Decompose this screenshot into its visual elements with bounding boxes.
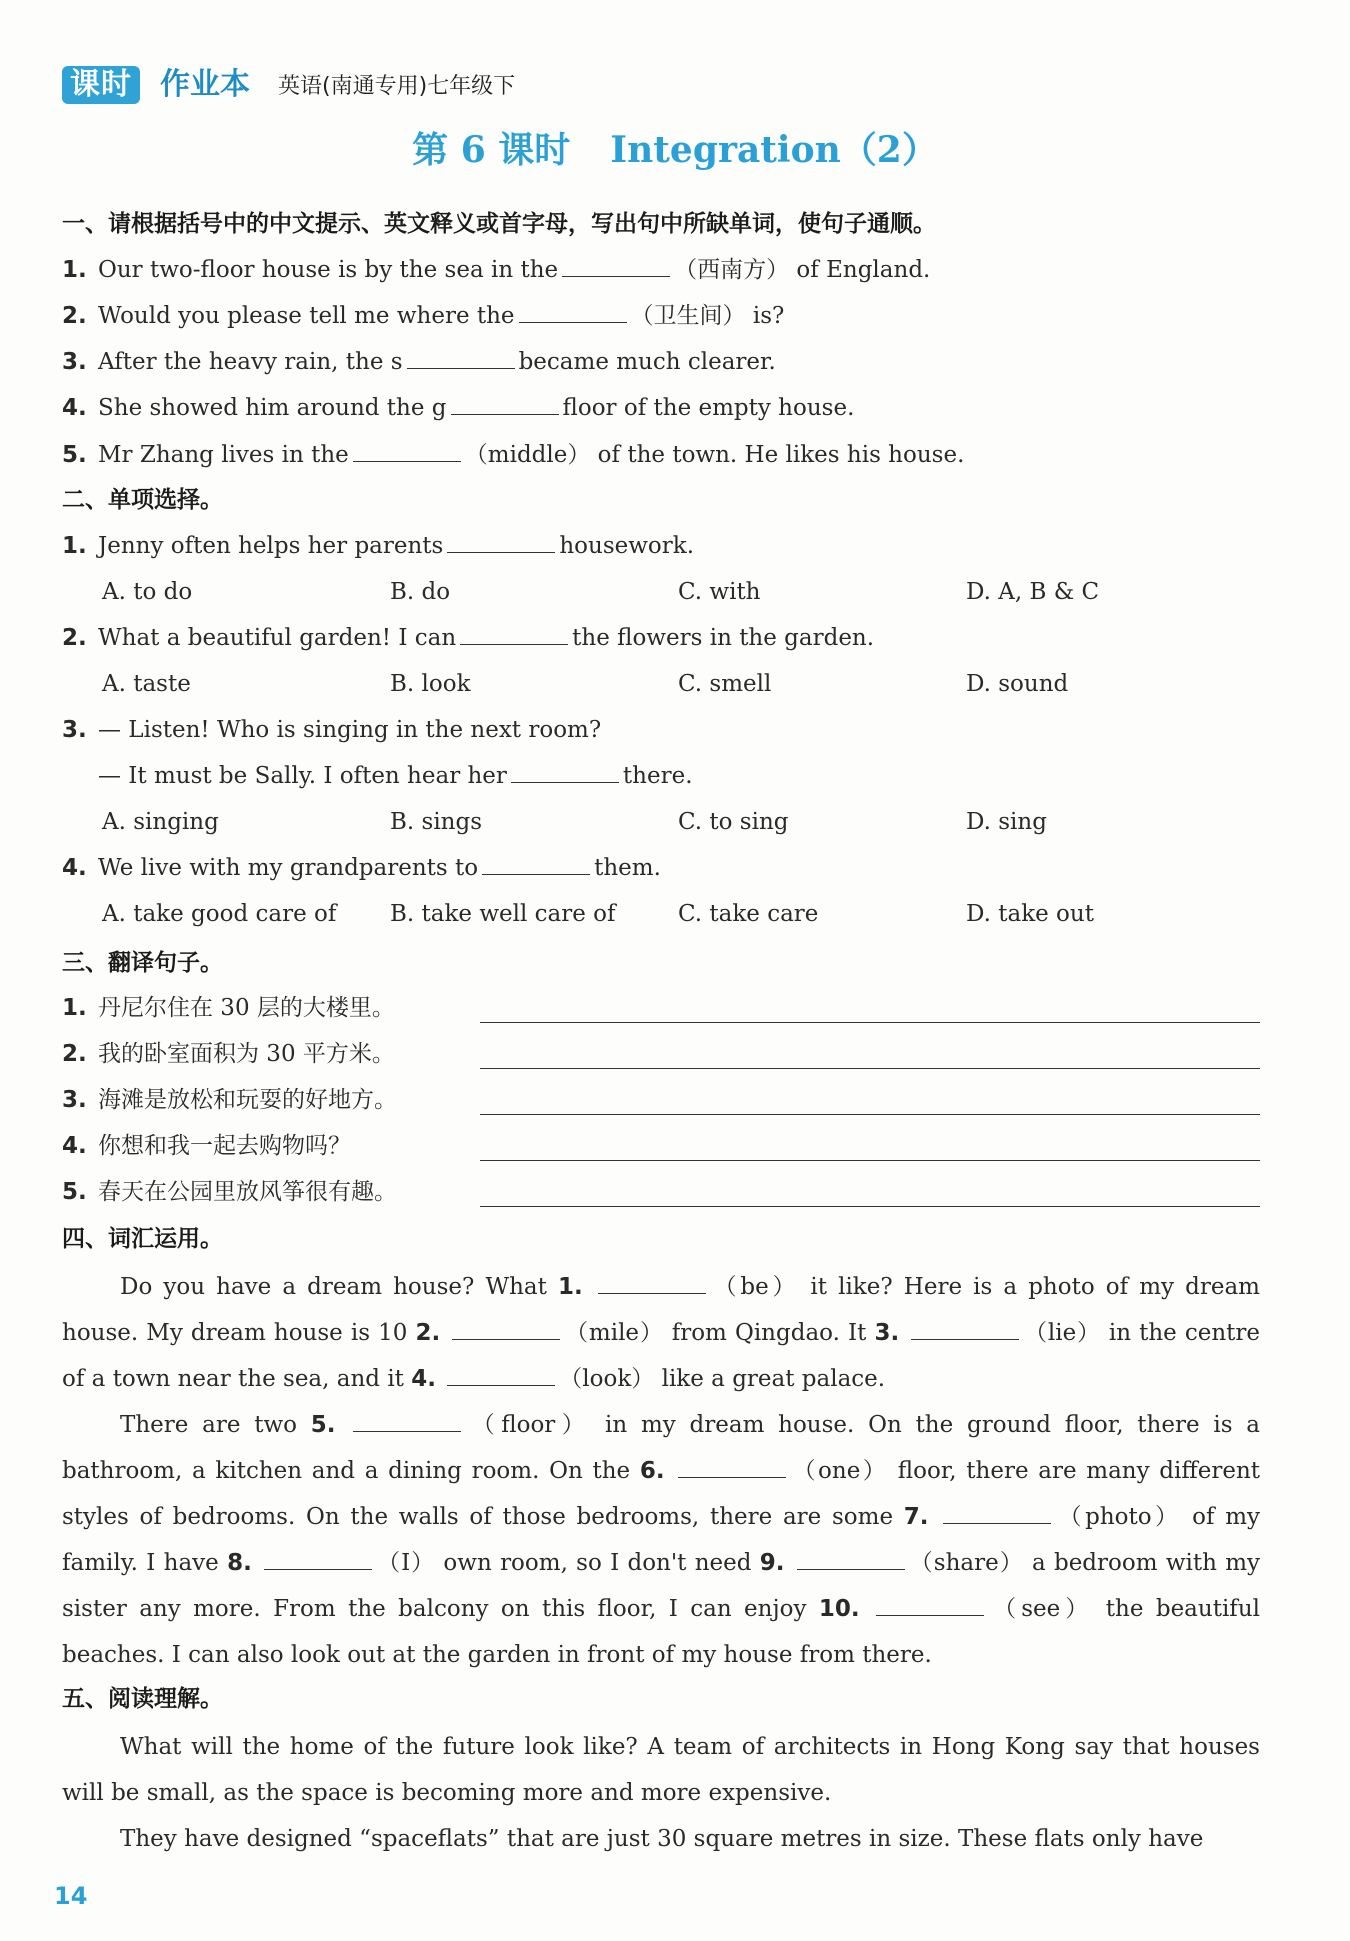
question-text: What a beautiful garden! I can xyxy=(98,625,457,651)
blank-number: 6. xyxy=(639,1458,665,1484)
question-item xyxy=(62,346,776,378)
answer-line[interactable] xyxy=(480,1160,1260,1161)
answer-blank[interactable] xyxy=(562,254,670,277)
answer-blank[interactable] xyxy=(598,1271,706,1294)
answer-blank[interactable] xyxy=(264,1547,372,1570)
question-text: housework. xyxy=(559,533,695,559)
answer-option[interactable]: D. sing xyxy=(966,809,1047,835)
answer-line[interactable] xyxy=(480,1068,1260,1069)
answer-line[interactable] xyxy=(480,1022,1260,1023)
question-item xyxy=(62,300,784,332)
answer-blank[interactable] xyxy=(447,530,555,553)
translation-prompt: 春天在公园里放风筝很有趣。 xyxy=(98,1179,397,1205)
answer-blank[interactable] xyxy=(511,760,619,783)
question-text: them. xyxy=(594,855,661,881)
reading-paragraph: They have designed “spaceflats” that are just 30 square metres in size. These flats only have xyxy=(120,1826,1204,1852)
section-heading-4: 四、词汇运用。 xyxy=(62,1226,223,1252)
translation-prompt: 海滩是放松和玩耍的好地方。 xyxy=(98,1087,397,1113)
section-heading-5: 五、阅读理解。 xyxy=(62,1686,223,1712)
answer-option[interactable]: A. to do xyxy=(102,579,193,605)
translation-item xyxy=(62,1130,351,1162)
answer-option[interactable]: B. sings xyxy=(390,809,483,835)
answer-blank[interactable] xyxy=(447,1363,555,1386)
blank-number: 8. xyxy=(227,1550,252,1576)
answer-option[interactable]: A. take good care of xyxy=(102,901,337,927)
translation-item xyxy=(62,1084,397,1116)
question-text: After the heavy rain, the s xyxy=(98,349,403,375)
answer-option[interactable]: B. take well care of xyxy=(390,901,616,927)
page-number: 14 xyxy=(54,1882,88,1910)
lesson-topic: Integration（2） xyxy=(610,129,938,171)
reading-paragraph: What will the home of the future look like? A team of architects in Hong Kong say that houses will be small, as the space is becoming more and more expensive. xyxy=(62,1734,1260,1806)
question-text: the flowers in the garden. xyxy=(572,625,875,651)
answer-blank[interactable] xyxy=(460,622,568,645)
answer-blank[interactable] xyxy=(451,392,559,415)
question-number: 1. xyxy=(62,257,87,283)
answer-blank[interactable] xyxy=(452,1317,560,1340)
question-text: Our two-floor house is by the sea in the xyxy=(98,257,559,283)
answer-option[interactable]: C. take care xyxy=(678,901,819,927)
series-brand: 作业本 xyxy=(160,67,250,102)
question-item xyxy=(62,392,854,424)
question-number: 5. xyxy=(62,1179,87,1205)
translation-item xyxy=(62,1038,395,1070)
lesson-number: 第 6 课时 xyxy=(412,129,571,171)
question-number: 1. xyxy=(62,533,87,559)
word-usage-passage xyxy=(62,1264,1260,1678)
answer-blank[interactable] xyxy=(482,852,590,875)
question-text: Jenny often helps her parents xyxy=(98,533,444,559)
answer-blank[interactable] xyxy=(943,1501,1051,1524)
question-number: 2. xyxy=(62,1041,87,1067)
question-text: Would you please tell me where the xyxy=(98,303,515,329)
choice-question xyxy=(62,852,661,884)
translation-prompt: 我的卧室面积为 30 平方米。 xyxy=(98,1041,395,1067)
blank-number: 10. xyxy=(818,1596,860,1622)
answer-blank[interactable] xyxy=(911,1317,1019,1340)
blank-number: 2. xyxy=(415,1320,441,1346)
question-number: 1. xyxy=(62,995,87,1021)
section-heading-1: 一、请根据括号中的中文提示、英文释义或首字母，写出句中所缺单词，使句子通顺。 xyxy=(62,211,936,237)
translation-item xyxy=(62,992,395,1024)
answer-blank[interactable] xyxy=(797,1547,905,1570)
question-number: 2. xyxy=(62,625,87,651)
passage-paragraph: There are two 5. （floor） in my dream house. On the ground floor, there is a bathroom, a kitchen and a dining room. On the 6. （one） floor, there are many different styles of bedrooms. On the walls of those bedrooms, there are some 7. （photo） of my family. I have 8. （I） own room, so I don't need 9. （share） a bedroom with my sister any more. From the balcony on this floor, I can enjoy 10. （see） the beautiful beaches. I can also look out at the garden in front of my house from there. xyxy=(62,1402,1260,1678)
blank-number: 5. xyxy=(310,1412,336,1438)
question-item xyxy=(62,439,964,471)
reading-passage xyxy=(62,1724,1260,1862)
answer-option[interactable]: C. smell xyxy=(678,671,772,697)
translation-item xyxy=(62,1176,397,1208)
blank-number: 9. xyxy=(759,1550,785,1576)
translation-prompt: 你想和我一起去购物吗？ xyxy=(98,1133,351,1159)
question-text: became much clearer. xyxy=(518,349,776,375)
question-number: 3. xyxy=(62,349,87,375)
blank-number: 4. xyxy=(411,1366,436,1392)
question-text: She showed him around the g xyxy=(98,395,447,421)
answer-blank[interactable] xyxy=(519,300,627,323)
blank-number: 7. xyxy=(903,1504,929,1530)
section-heading-3: 三、翻译句子。 xyxy=(62,950,223,976)
question-text: （西南方） of England. xyxy=(674,257,931,283)
section-heading-2: 二、单项选择。 xyxy=(62,487,223,513)
blank-number: 1. xyxy=(557,1274,583,1300)
choice-question xyxy=(62,530,694,562)
question-text: — It must be Sally. I often hear her xyxy=(98,763,507,789)
answer-option[interactable]: B. do xyxy=(390,579,451,605)
question-text: floor of the empty house. xyxy=(562,395,855,421)
answer-line[interactable] xyxy=(480,1114,1260,1115)
lesson-title xyxy=(0,126,1350,174)
answer-blank[interactable] xyxy=(353,439,461,462)
blank-number: 3. xyxy=(874,1320,900,1346)
answer-option[interactable]: C. with xyxy=(678,579,761,605)
answer-option[interactable]: B. look xyxy=(390,671,471,697)
answer-blank[interactable] xyxy=(353,1409,461,1432)
answer-option[interactable]: D. take out xyxy=(966,901,1094,927)
question-number: 2. xyxy=(62,303,87,329)
question-text: Mr Zhang lives in the xyxy=(98,442,349,468)
answer-line[interactable] xyxy=(480,1206,1260,1207)
question-text: We live with my grandparents to xyxy=(98,855,479,881)
question-text: （middle） of the town. He likes his house. xyxy=(464,442,965,468)
question-number: 4. xyxy=(62,855,87,881)
answer-option[interactable]: D. A, B & C xyxy=(966,579,1100,605)
translation-prompt: 丹尼尔住在 30 层的大楼里。 xyxy=(98,995,395,1021)
answer-option[interactable]: D. sound xyxy=(966,671,1069,697)
choice-question-line xyxy=(98,760,693,792)
answer-blank[interactable] xyxy=(876,1593,984,1616)
question-number: 3. xyxy=(62,1087,87,1113)
answer-blank[interactable] xyxy=(678,1455,786,1478)
book-subtitle: 英语(南通专用)七年级下 xyxy=(278,74,516,99)
question-number: 3. xyxy=(62,717,87,743)
question-item xyxy=(62,254,930,286)
answer-blank[interactable] xyxy=(407,346,515,369)
passage-paragraph: Do you have a dream house? What 1. （be） it like? Here is a photo of my dream house. My dream house is 10 2. （mile） from Qingdao. It 3. （lie） in the centre of a town near the sea, and it 4. （look） like a great palace. xyxy=(62,1264,1260,1402)
choice-question xyxy=(62,622,874,654)
answer-option[interactable]: A. singing xyxy=(102,809,219,835)
choice-question xyxy=(62,714,601,746)
question-number: 5. xyxy=(62,442,87,468)
question-text: — Listen! Who is singing in the next room? xyxy=(98,717,602,743)
question-number: 4. xyxy=(62,395,87,421)
question-text: there. xyxy=(622,763,693,789)
question-number: 4. xyxy=(62,1133,87,1159)
series-logo: 课时 xyxy=(62,66,140,104)
answer-option[interactable]: C. to sing xyxy=(678,809,789,835)
answer-option[interactable]: A. taste xyxy=(102,671,191,697)
question-text: （卫生间） is? xyxy=(630,303,785,329)
